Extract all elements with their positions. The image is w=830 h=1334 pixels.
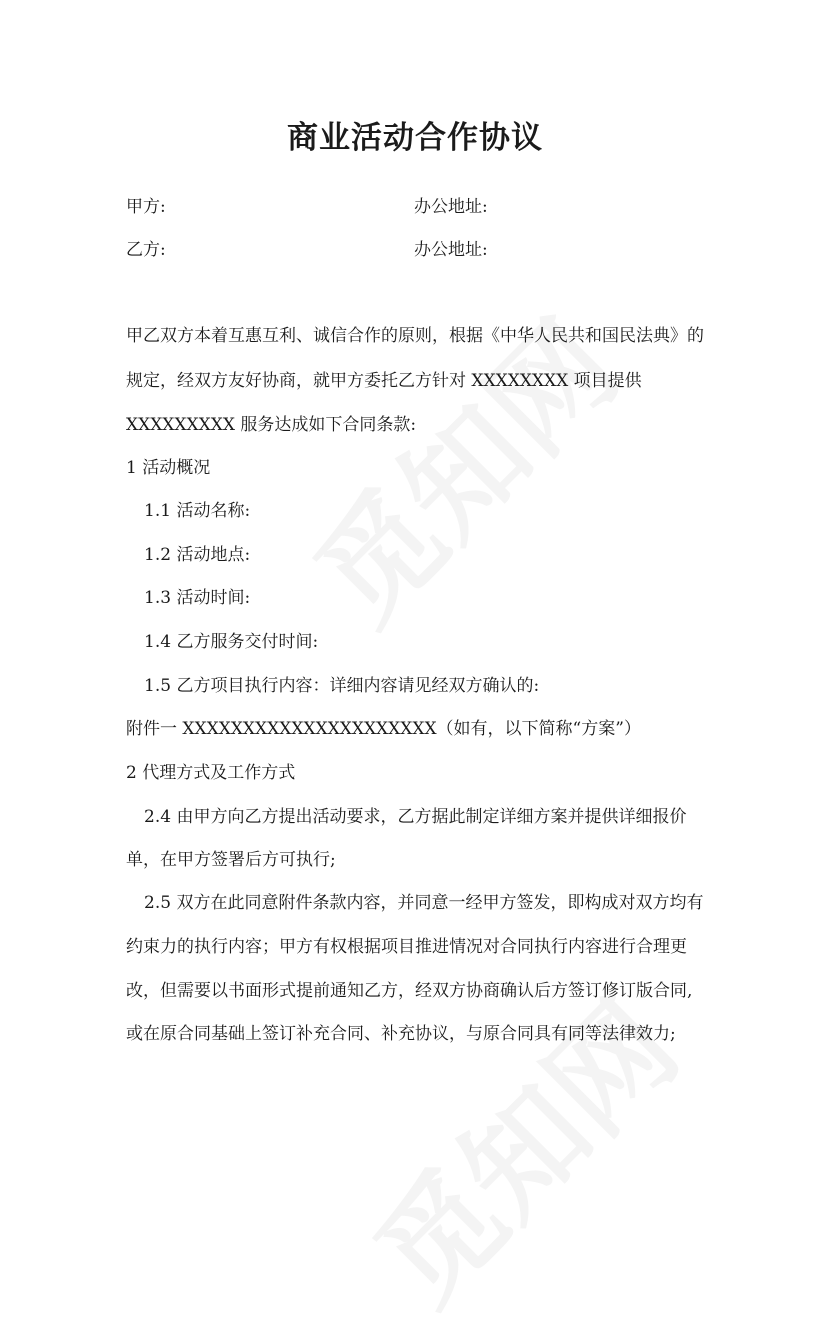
intro-line: 规定，经双方友好协商，就甲方委托乙方针对 XXXXXXXX 项目提供 [126,371,642,391]
delivery-time-item: 1.4 乙方服务交付时间: [144,632,319,652]
attachment-line: 附件一 XXXXXXXXXXXXXXXXXXXXX（如有，以下简称“方案”） [126,719,641,739]
clause-2-4-line: 2.4 由甲方向乙方提出活动要求，乙方据此制定详细方案并提供详细报价 [144,807,687,827]
clause-2-5-line: 或在原合同基础上签订补充合同、补充协议，与原合同具有同等法律效力; [126,1024,676,1044]
intro-line: XXXXXXXXX 服务达成如下合同条款: [126,415,417,435]
clause-2-5-line: 2.5 双方在此同意附件条款内容，并同意一经甲方签发，即构成对双方均有 [144,893,704,913]
activity-time-item: 1.3 活动时间: [144,588,251,608]
party-a-label: 甲方: [126,197,166,217]
intro-line: 甲乙双方本着互惠互利、诚信合作的原则，根据《中华人民共和国民法典》的 [126,326,704,346]
section2-heading: 2 代理方式及工作方式 [126,763,296,783]
activity-name-item: 1.1 活动名称: [144,501,251,521]
document-title: 商业活动合作协议 [287,120,543,156]
section1-heading: 1 活动概况 [126,458,211,478]
watermark [332,958,708,1334]
party-b-label: 乙方: [126,240,166,260]
clause-2-4-line: 单，在甲方签署后方可执行; [126,850,336,870]
execution-content-item: 1.5 乙方项目执行内容：详细内容请见经双方确认的: [144,676,540,696]
party-b-address-label: 办公地址: [414,240,488,260]
activity-location-item: 1.2 活动地点: [144,545,251,565]
party-a-address-label: 办公地址: [414,197,488,217]
clause-2-5-line: 约束力的执行内容；甲方有权根据项目推进情况对合同执行内容进行合理更 [126,937,687,957]
clause-2-5-line: 改，但需要以书面形式提前通知乙方，经双方协商确认后方签订修订版合同, [126,981,693,1001]
